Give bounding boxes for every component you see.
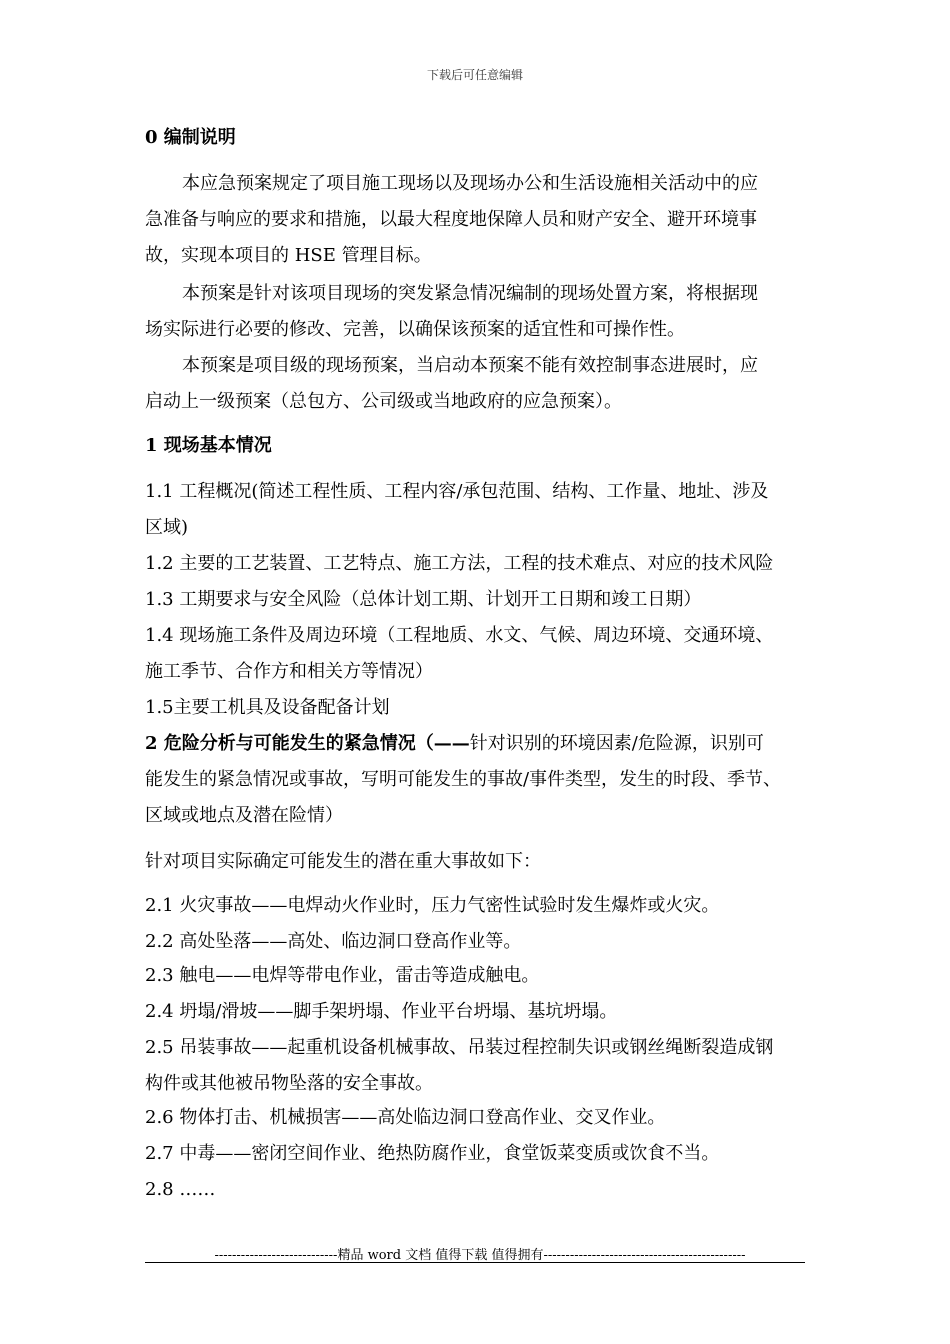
paragraph-line: 本预案是针对该项目现场的突发紧急情况编制的现场处置方案，将根据现 <box>182 283 758 304</box>
list-item: 1.3 工期要求与安全风险（总体计划工期、计划开工日期和竣工日期） <box>145 589 702 610</box>
list-item: 2.8 …… <box>145 1179 216 1200</box>
section0-heading: 0 编制说明 <box>145 127 236 148</box>
paragraph-line: 本预案是项目级的现场预案，当启动本预案不能有效控制事态进展时，应 <box>182 355 758 376</box>
paragraph-line: 区域或地点及潜在险情） <box>145 805 343 826</box>
list-item: 1.5主要工机具及设备配备计划 <box>145 697 390 718</box>
list-item: 1.2 主要的工艺装置、工艺特点、施工方法，工程的技术难点、对应的技术风险 <box>145 553 774 574</box>
paragraph-line: 能发生的紧急情况或事故，写明可能发生的事故/事件类型，发生的时段、季节、 <box>145 769 782 790</box>
list-item: 2.3 触电——电焊等带电作业，雷击等造成触电。 <box>145 965 540 986</box>
list-item: 2.6 物体打击、机械损害——高处临边洞口登高作业、交叉作业。 <box>145 1107 666 1128</box>
list-item: 2.2 高处坠落——高处、临边洞口登高作业等。 <box>145 931 522 952</box>
list-item: 1.1 工程概况(简述工程性质、工程内容/承包范围、结构、工作量、地址、涉及 <box>145 481 769 502</box>
header-note: 下载后可任意编辑 <box>426 68 523 82</box>
footer-note: ----------------------------精品 word 文档 值得下载 值得拥有---------------------------------------------- <box>214 1248 746 1263</box>
section2-heading-rest: 针对识别的环境因素/危险源，识别可 <box>469 733 764 754</box>
list-item: 区域) <box>145 517 189 538</box>
list-item: 施工季节、合作方和相关方等情况） <box>145 661 433 682</box>
section2-heading-bold: 2 危险分析与可能发生的紧急情况（—— <box>145 733 470 754</box>
section1-heading: 1 现场基本情况 <box>145 435 272 456</box>
list-item: 2.5 吊装事故——起重机设备机械事故、吊装过程控制失识或钢丝绳断裂造成钢 <box>145 1037 774 1058</box>
list-item: 2.4 坍塌/滑坡——脚手架坍塌、作业平台坍塌、基坑坍塌。 <box>145 1001 618 1022</box>
list-item: 2.1 火灾事故——电焊动火作业时，压力气密性试验时发生爆炸或火灾。 <box>145 895 720 916</box>
list-item: 2.7 中毒——密闭空间作业、绝热防腐作业，食堂饭菜变质或饮食不当。 <box>145 1143 720 1164</box>
list-item: 1.4 现场施工条件及周边环境（工程地质、水文、气候、周边环境、交通环境、 <box>145 625 774 646</box>
section2-intro: 针对项目实际确定可能发生的潜在重大事故如下： <box>145 851 541 872</box>
footer-divider <box>145 1262 805 1263</box>
paragraph-line: 故，实现本项目的 HSE 管理目标。 <box>145 245 432 266</box>
paragraph-line: 场实际进行必要的修改、完善，以确保该预案的适宜性和可操作性。 <box>145 319 685 340</box>
paragraph-line: 本应急预案规定了项目施工现场以及现场办公和生活设施相关活动中的应 <box>182 173 758 194</box>
paragraph-line: 急准备与响应的要求和措施，以最大程度地保障人员和财产安全、避开环境事 <box>145 209 757 230</box>
paragraph-line: 启动上一级预案（总包方、公司级或当地政府的应急预案）。 <box>145 391 622 412</box>
section2-heading <box>145 732 825 756</box>
list-item: 构件或其他被吊物坠落的安全事故。 <box>145 1073 433 1094</box>
